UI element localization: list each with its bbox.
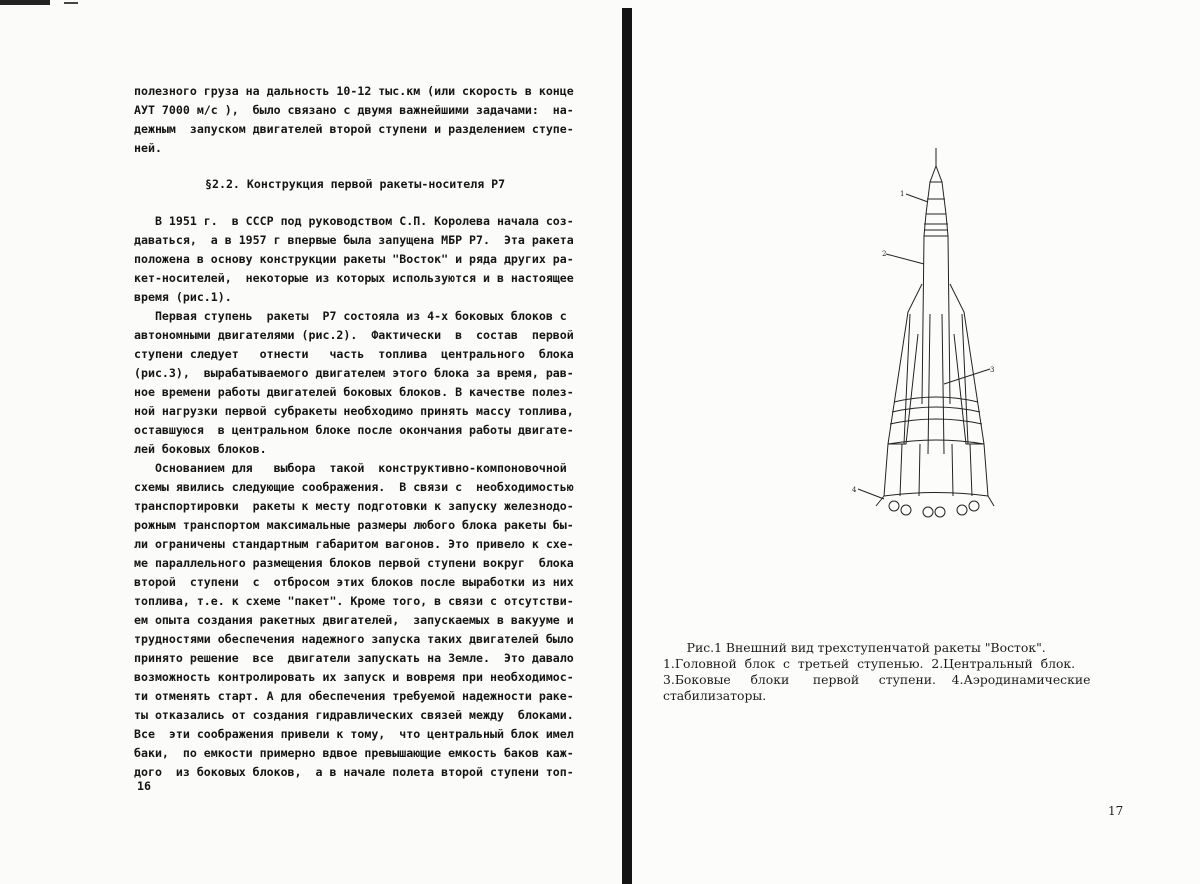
scan-corner-mark: [0, 0, 50, 5]
section-heading: §2.2. Конструкция первой ракеты-носителя Р7: [205, 177, 506, 191]
text-line: принято решение все двигатели запускать на Земле. Это давало: [134, 651, 574, 665]
book-spine-shadow: [622, 8, 632, 884]
text-line: даваться, а в 1957 г впервые была запущена МБР Р7. Эта ракета: [134, 233, 574, 247]
page-number-right: 17: [1108, 804, 1124, 818]
text-line: В 1951 г. в СССР под руководством С.П. Королева начала соз-: [134, 214, 574, 228]
text-line: автономными двигателями (рис.2). Фактически в состав первой: [134, 328, 574, 342]
text-line: время (рис.1).: [134, 290, 232, 304]
figure-label-2: 2: [882, 250, 887, 258]
text-line: дого из боковых блоков, а в начале полета второй ступени топ-: [134, 765, 574, 779]
text-line: баки, по емкости примерно вдвое превышающие емкость баков каж-: [134, 746, 574, 760]
text-line: ней.: [134, 141, 162, 155]
text-line: полезного груза на дальность 10-12 тыс.км (или скорость в конце: [134, 84, 574, 98]
text-line: положена в основу конструкции ракеты "Восток" и ряда других ра-: [134, 252, 574, 266]
text-line: АУТ 7000 м/с ), было связано с двумя важнейшими задачами: на-: [134, 103, 574, 117]
text-line: лей боковых блоков.: [134, 442, 267, 456]
text-line: топлива, т.е. к схеме "пакет". Кроме того, в связи с отсутстви-: [134, 594, 574, 608]
text-line: (рис.3), вырабатываемого двигателем этого блока за время, рав-: [134, 366, 574, 380]
text-line: ты отказались от создания гидравлических связей между блоками.: [134, 708, 574, 722]
text-line: ти отменять старт. А для обеспечения требуемой надежности раке-: [134, 689, 574, 703]
text-line: трудностями обеспечения надежного запуска таких двигателей было: [134, 632, 574, 646]
text-line: рожным транспортом максимальные размеры любого блока ракеты бы-: [134, 518, 574, 532]
figure-label-4: 4: [852, 486, 857, 494]
text-line: Первая ступень ракеты Р7 состояла из 4-х боковых блоков с: [134, 309, 567, 323]
text-line: Основанием для выбора такой конструктивно-компоновочной: [134, 461, 567, 475]
text-line: второй ступени с отбросом этих блоков после выработки из них: [134, 575, 574, 589]
caption-line: стабилизаторы.: [663, 688, 767, 703]
caption-line: 3.Боковые блоки первой ступени. 4.Аэродинамические: [663, 672, 1091, 687]
caption-line: 1.Головной блок с третьей ступенью. 2.Центральный блок.: [663, 656, 1076, 671]
text-line: ем опыта создания ракетных двигателей, запускаемых в вакууме и: [134, 613, 574, 627]
text-line: Все эти соображения привели к тому, что центральный блок имел: [134, 727, 574, 741]
text-line: кет-носителей, некоторые из которых используются и в настоящее: [134, 271, 574, 285]
caption-line: Рис.1 Внешний вид трехступенчатой ракеты "Восток".: [663, 640, 1046, 655]
text-line: ступени следует отнести часть топлива центрального блока: [134, 347, 574, 361]
rocket-vostok-figure: [848, 144, 998, 529]
text-line: транспортировки ракеты к месту подготовки к запуску железнодо-: [134, 499, 574, 513]
figure-label-3: 3: [990, 366, 995, 374]
text-line: ли ограничены стандартным габаритом вагонов. Это привело к схе-: [134, 537, 574, 551]
scan-corner-mark-small: [64, 2, 78, 4]
text-line: схемы явились следующие соображения. В связи с необходимостью: [134, 480, 574, 494]
text-line: возможность контролировать их запуск и вовремя при необходимос-: [134, 670, 574, 684]
text-line: ме параллельного размещения блоков первой ступени вокруг блока: [134, 556, 574, 570]
text-line: дежным запуском двигателей второй ступени и разделением ступе-: [134, 122, 574, 136]
text-line: оставшуюся в центральном блоке после окончания работы двигате-: [134, 423, 574, 437]
page-number-left: 16: [137, 779, 151, 793]
text-line: ной нагрузки первой субракеты необходимо принять массу топлива,: [134, 404, 574, 418]
text-line: ное времени работы двигателей боковых блоков. В качестве полез-: [134, 385, 574, 399]
figure-label-1: 1: [900, 190, 905, 198]
